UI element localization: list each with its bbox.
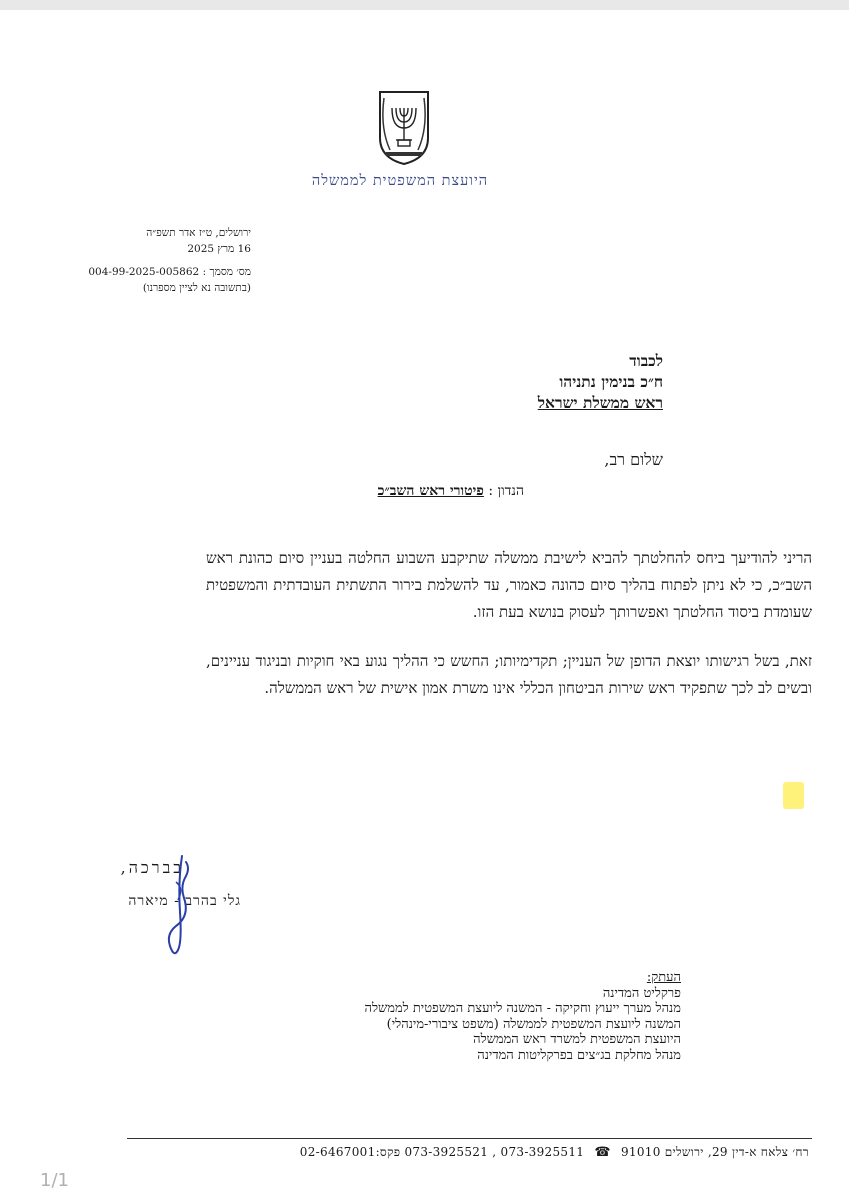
handwritten-signature-icon	[120, 842, 240, 962]
cc-item: היועצת המשפטית למשרד ראש הממשלה	[473, 1032, 681, 1048]
subject-label: הנדון :	[488, 483, 524, 499]
addressee	[538, 350, 663, 413]
cc-item: פרקליט המדינה	[602, 985, 681, 1001]
subject-line	[378, 483, 524, 500]
highlight-marker	[783, 782, 804, 809]
greeting: שלום רב,	[604, 450, 663, 469]
signatory-name: גלי בהרב - מיארה	[128, 893, 241, 909]
gregorian-date: 16 מרץ 2025	[187, 242, 251, 255]
telephone-icon: ☎	[594, 1145, 611, 1160]
hebrew-date: ירושלים, ט״ז אדר תשפ״ה	[146, 227, 251, 239]
state-emblem-icon	[376, 88, 432, 166]
footer-address: רח׳ צלאח א-דין 29, ירושלים 91010	[620, 1145, 809, 1159]
footer-phones: 073-3925511 , 073-3925521 פקס:02-6467001	[299, 1145, 585, 1159]
addressee-line-honor: לכבוד	[629, 351, 663, 370]
subject-value: פיטורי ראש השב״כ	[377, 483, 484, 499]
reply-note: (בתשובה נא לציין מספרנו)	[142, 281, 251, 294]
office-name: היועצת המשפטית לממשלה	[311, 173, 489, 189]
page-indicator: 1/1	[40, 1170, 69, 1191]
document-number: מס׳ מסמך : 004-99-2025-005862	[88, 266, 251, 278]
document-meta	[88, 226, 251, 296]
cc-item: המשנה ליועצת המשפטית לממשלה (משפט ציבורי-מינהלי)	[386, 1016, 681, 1032]
cc-item: מנהל מערך ייעוץ וחקיקה - המשנה ליועצת המשפטית לממשלה	[364, 1001, 681, 1017]
document-page	[0, 10, 849, 1199]
body-paragraph-1: הריני להודיעך ביחס להחלטתך להביא לישיבת ממשלה שתיקבע השבוע החלטה בעניין סיום כהונת ראש השב״כ, כי לא ניתן לפתוח בהליך סיום כהונה כאמור, עד להשלמת בירור התשתית העובדתית והמשפטית שעומדת ביסוד החלטתך ואפשרותך לעסוק בנושא בעת הזו.	[206, 549, 812, 621]
body-paragraph-2: זאת, בשל רגישותו יוצאת הדופן של העניין; תקדימיותו; החשש כי ההליך נגוע באי חוקיות ובניגוד עניינים, ובשים לב לכך שתפקיד ראש שירות הביטחון הכללי אינו משרת אמון אישית של ראש הממשלה.	[206, 652, 812, 697]
addressee-title: ראש ממשלת ישראל	[537, 393, 663, 412]
footer-divider	[127, 1138, 812, 1139]
cc-title: העתק:	[646, 970, 681, 985]
cc-item: מנהל מחלקת בג״צים בפרקליטות המדינה	[477, 1047, 681, 1063]
addressee-name: ח״כ בנימין נתניהו	[559, 372, 663, 391]
cc-list	[364, 970, 681, 1064]
footer	[300, 1145, 809, 1160]
signature-closing: בברכה,	[120, 858, 184, 877]
